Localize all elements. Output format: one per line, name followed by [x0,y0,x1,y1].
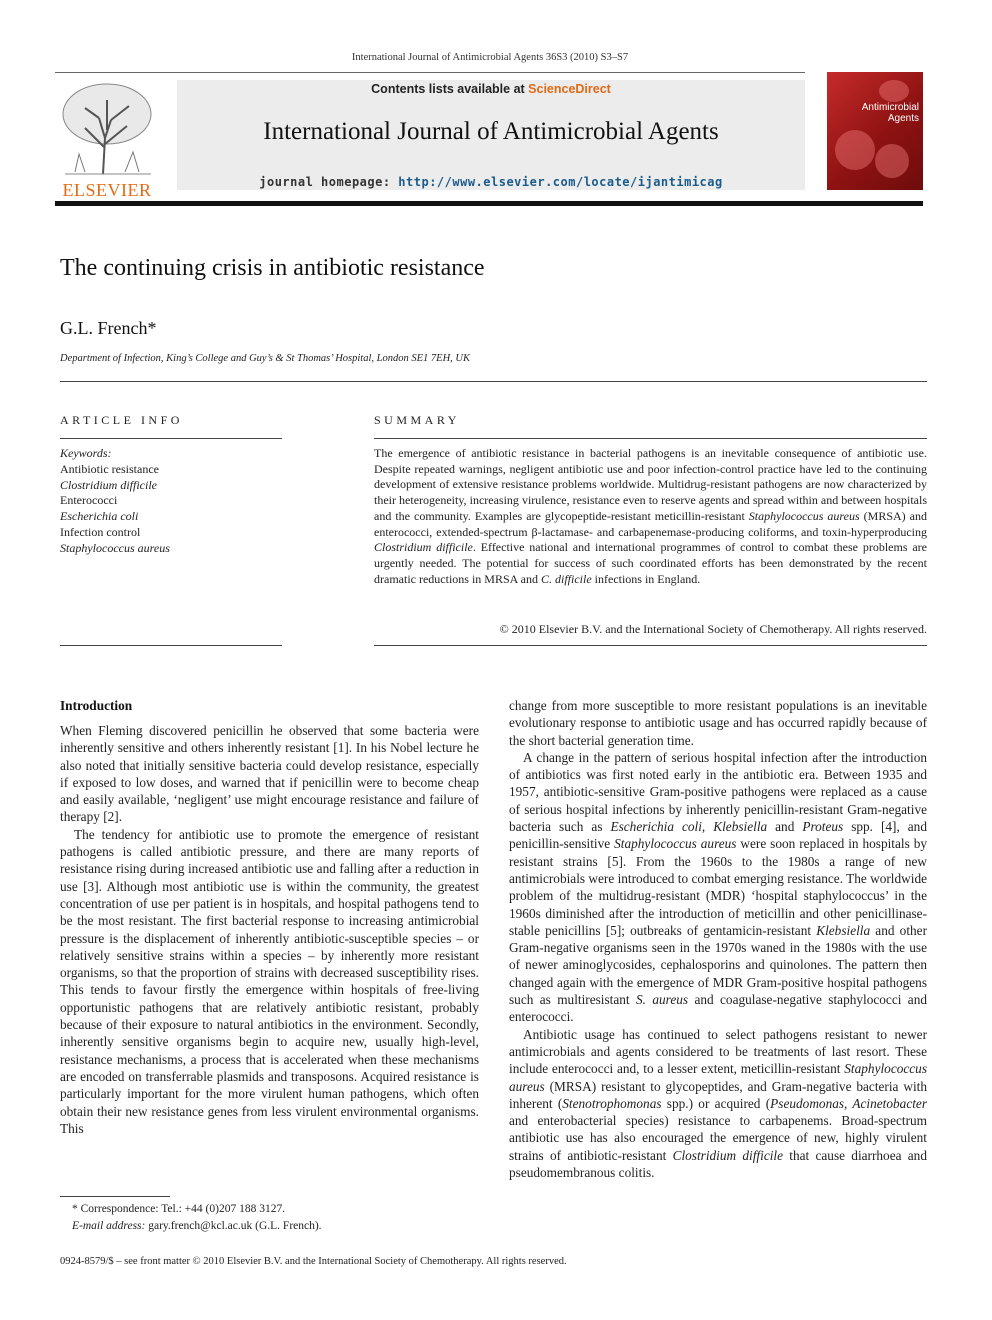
journal-header [55,72,923,200]
keyword: Enterococci [60,493,118,508]
keywords-label: Keywords: [60,446,112,460]
tree-icon [55,78,159,178]
body-paragraph: change from more susceptible to more resistant populations is an inevitable evolutionary response to antibiotic usage and has occurred rapidly because of the short bacterial generation time. [509,698,927,748]
front-matter-line: 0924-8579/$ – see front matter © 2010 Elsevier B.V. and the International Society of Chemotherapy. All rights reserved. [60,1256,567,1267]
masthead [177,80,805,190]
divider [60,438,282,439]
contents-line [177,82,805,96]
footnote-rule [60,1196,170,1197]
header-rule [55,72,805,73]
journal-homepage [177,175,805,189]
journal-name: International Journal of Antimicrobial Agents [263,118,719,145]
article-author: G.L. French* [60,318,157,338]
cover-cell-shape [879,80,909,102]
article-info-heading: ARTICLE INFO [60,413,183,427]
email-link[interactable]: gary.french@kcl.ac.uk (G.L. French). [145,1220,322,1232]
contents-prefix: Contents lists available at [371,82,529,96]
divider [60,381,927,382]
keyword: Staphylococcus aureus [60,540,170,555]
summary-heading: SUMMARY [374,413,460,427]
cover-cell-shape [835,130,875,170]
body-paragraph: A change in the pattern of serious hospital infection after the introduction of antibiotics was first noted early in the antibiotic era. Between 1935 and 1957, antibiotic-sensitive Gram-positive pathogens were replaced as a cause of serious hospital infections by inherently penicillin-resistant Gram-negative bacteria such as Escherichia coli, Klebsiella and Proteus spp. [4], and penicillin-sensitive Staphylococcus aureus were soon replaced in hospitals by resistant strains [5]. From the 1960s to the 1980s a range of new antimicrobials were introduced to combat emerging resistance. The worldwide problem of the multidrug-resistant (MDR) ‘hospital staphylococcus’ in the 1960s diminished after the introduction of meticillin and other penicillinase-stable penicillins [5]; outbreaks of gentamicin-resistant Klebsiella and other Gram-negative organisms seen in the 1970s waned in the 1980s with the use of newer aminoglycosides, cephalosporins and quinolones. The pattern then changed again with the emergence of MDR Gram-positive hospital pathogens such as multiresistant S. aureus and coagulase-negative staphylococci and enterococci. [509,749,927,1025]
divider [60,645,282,646]
summary-text: The emergence of antibiotic resistance in bacterial pathogens is an inevitable consequence of antibiotic use. Despite repeated warnings, negligent antibiotic use and poor infection-control practice have led to the continuing development of extensive resistance problems worldwide. Multidrug-resistant pathogens are now characterized by their heterogeneity, increasing virulence, resistance even to reserve agents and spread within and between hospitals and the community. Examples are glycopeptide-resistant meticillin-resistant Staphylococcus aureus (MRSA) and enterococci, extended-spectrum β-lactamase- and carbapenemase-producing coliforms, and toxin-hyperproducing Clostridium difficile. Effective national and international programmes of control to combat these problems are urgently needed. The potential for success of such coordinated efforts has been demonstrated by the recent dramatic reductions in MRSA and C. difficile infections in England. [374,446,927,586]
section-heading-introduction: Introduction [60,698,133,713]
homepage-link[interactable]: http://www.elsevier.com/locate/ijantimicag [398,175,723,189]
body-column-right [509,697,927,1181]
footnote-email: E-mail address: gary.french@kcl.ac.uk (G.L. French). [72,1220,322,1232]
homepage-label: journal homepage: [259,175,399,189]
keyword: Escherichia coli [60,509,139,524]
footnote-correspondence: * Correspondence: Tel.: +44 (0)207 188 3127. [72,1203,286,1215]
cover-cell-shape [875,144,909,178]
body-paragraph: Antibiotic usage has continued to select pathogens resistant to newer antimicrobials and agents considered to be treatments of last resort. These include enterococci and, to a lesser extent, meticillin-resistant Staphylococcus aureus (MRSA) resistant to glycopeptides, and Gram-negative bacteria with inherent (Stenotrophomonas spp.) or acquired (Pseudomonas, Acinetobacter and enterobacterial species) resistance to carbapenems. Broad-spectrum antibiotic use has also encouraged the emergence of new, highly virulent strains of antibiotic-resistant Clostridium difficile that cause diarrhoea and pseudomembranous colitis. [509,1026,927,1181]
body-column-left [60,697,479,1137]
divider [374,438,927,439]
journal-citation: International Journal of Antimicrobial Agents 36S3 (2010) S3–S7 [351,52,629,63]
journal-cover-image [827,72,923,190]
article-title: The continuing crisis in antibiotic resistance [60,255,485,281]
author-affiliation: Department of Infection, King’s College and Guy’s & St Thomas’ Hospital, London SE1 7EH, UK [60,353,470,364]
summary-copyright: © 2010 Elsevier B.V. and the International Society of Chemotherapy. All rights reserved. [499,622,927,636]
divider [374,645,927,646]
publisher-logo-word: ELSEVIER [62,180,152,200]
cover-title: Antimicrobial Agents [861,102,919,124]
elsevier-tree-logo [55,78,159,200]
keyword: Antibiotic resistance [60,461,159,476]
keyword: Clostridium difficile [60,477,158,492]
keyword: Infection control [60,524,141,539]
keywords-list [60,446,282,557]
header-thick-rule [55,201,923,206]
body-paragraph: When Fleming discovered penicillin he observed that some bacteria were inherently sensitive and others inherently resistant [1]. In his Nobel lecture he also noted that initially sensitive bacteria could develop resistance, especially if exposed to low doses, and warned that if penicillin were to become cheap and easily available, ‘negligent’ use might encourage resistance and failure of therapy [2]. [60,723,479,825]
body-paragraph: The tendency for antibiotic use to promote the emergence of resistant pathogens is called antibiotic pressure, and there are many reports of resistance rising during increased antibiotic use and falling after a reduction in use [3]. Although most antibiotic use is within the community, the greatest concentration of use per patient is in hospitals, and hospital pathogens tend to be the most resistant. The first bacterial response to increasing antimicrobial pressure is the displacement of inherently antibiotic-susceptible species – or relatively sensitive strains within a species – by inherently more resistant organisms, so that the proportion of strains with decreased susceptibility rises. This tends to favour firstly the emergence within hospitals of free-living opportunistic pathogens that are relatively antibiotic resistant, probably because of their exposure to natural antibiotics in the environment. Secondly, inherently sensitive organisms begin to acquire new, usually high-level, resistance mechanisms, a process that is accelerated when these mechanisms are encoded on transferrable plasmids and transposons. Acquired resistance is particularly important for the more virulent human pathogens, which often obtain their new resistance genes from less virulent environmental organisms. This [60,826,479,1136]
sciencedirect-link[interactable]: ScienceDirect [528,82,611,96]
